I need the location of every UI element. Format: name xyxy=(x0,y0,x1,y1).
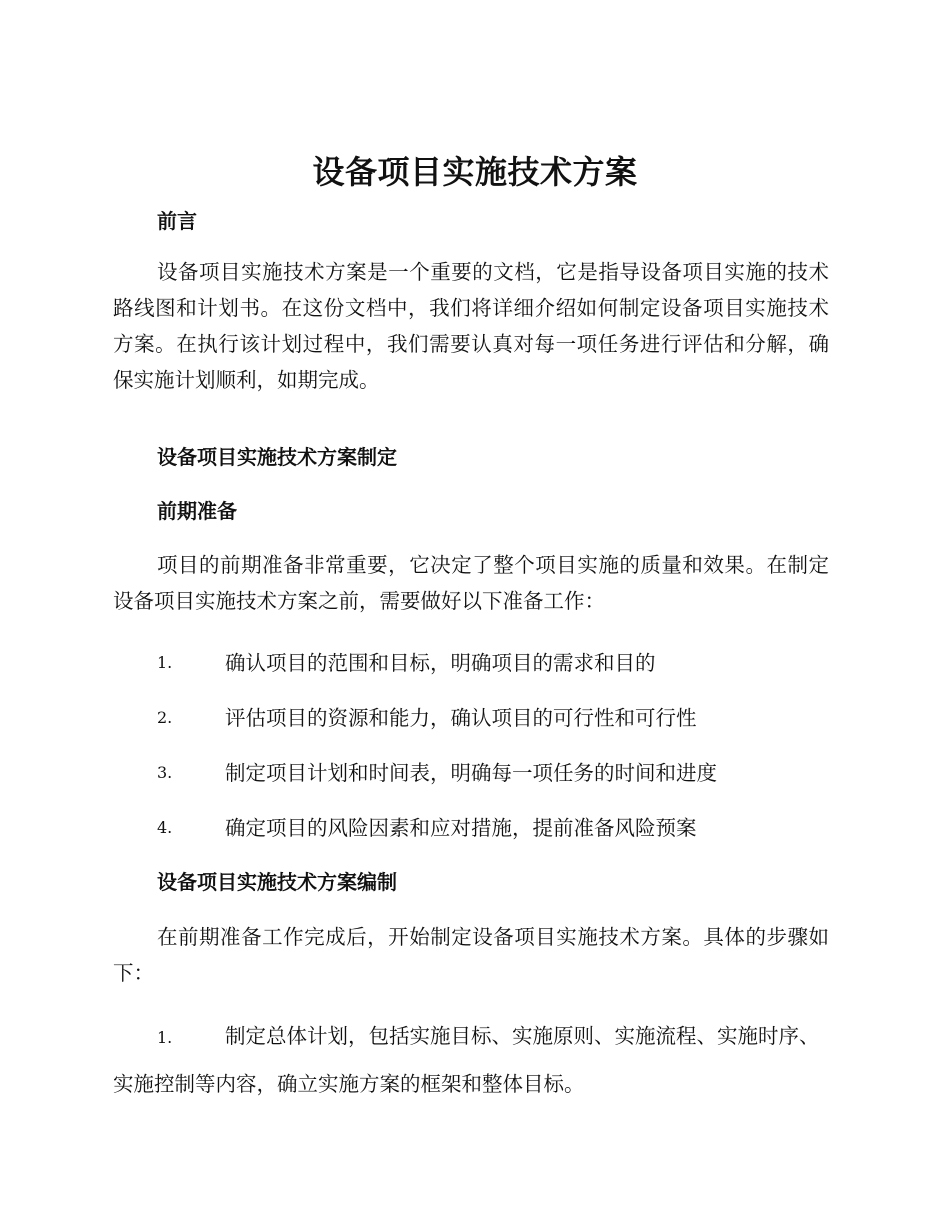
formulation-heading: 设备项目实施技术方案制定 xyxy=(157,445,397,469)
list-number: 1. xyxy=(157,653,173,672)
list-item-text: 确定项目的风险因素和应对措施，提前准备风险预案 xyxy=(225,816,697,840)
compile-heading: 设备项目实施技术方案编制 xyxy=(157,870,397,894)
document-title: 设备项目实施技术方案 xyxy=(312,153,638,191)
list-number: 1. xyxy=(157,1028,173,1047)
list-item-text: 制定总体计划，包括实施目标、实施原则、实施流程、实施时序、实施控制等内容，确立实施方案的框架和整体目标。 xyxy=(113,1024,820,1096)
preface-paragraph: 设备项目实施技术方案是一个重要的文档，它是指导设备项目实施的技术路线图和计划书。在这份文档中，我们将详细介绍如何制定设备项目实施技术方案。在执行该计划过程中，我们需要认真对每一项任务进行评估和分解，确保实施计划顺利，如期完成。 xyxy=(113,260,829,392)
list-item-text: 评估项目的资源和能力，确认项目的可行性和可行性 xyxy=(225,706,697,730)
list-item-text: 确认项目的范围和目标，明确项目的需求和目的 xyxy=(225,651,656,675)
preface-heading: 前言 xyxy=(157,209,197,233)
list-item-text: 制定项目计划和时间表，明确每一项任务的时间和进度 xyxy=(225,761,717,785)
compile-list-item xyxy=(113,1013,829,1107)
list-number: 3. xyxy=(157,763,173,782)
compile-paragraph: 在前期准备工作完成后，开始制定设备项目实施技术方案。具体的步骤如下： xyxy=(113,925,829,985)
prep-paragraph: 项目的前期准备非常重要，它决定了整个项目实施的质量和效果。在制定设备项目实施技术方案之前，需要做好以下准备工作： xyxy=(113,553,829,613)
prep-heading: 前期准备 xyxy=(157,499,237,523)
list-number: 2. xyxy=(157,708,173,727)
list-number: 4. xyxy=(157,818,173,837)
